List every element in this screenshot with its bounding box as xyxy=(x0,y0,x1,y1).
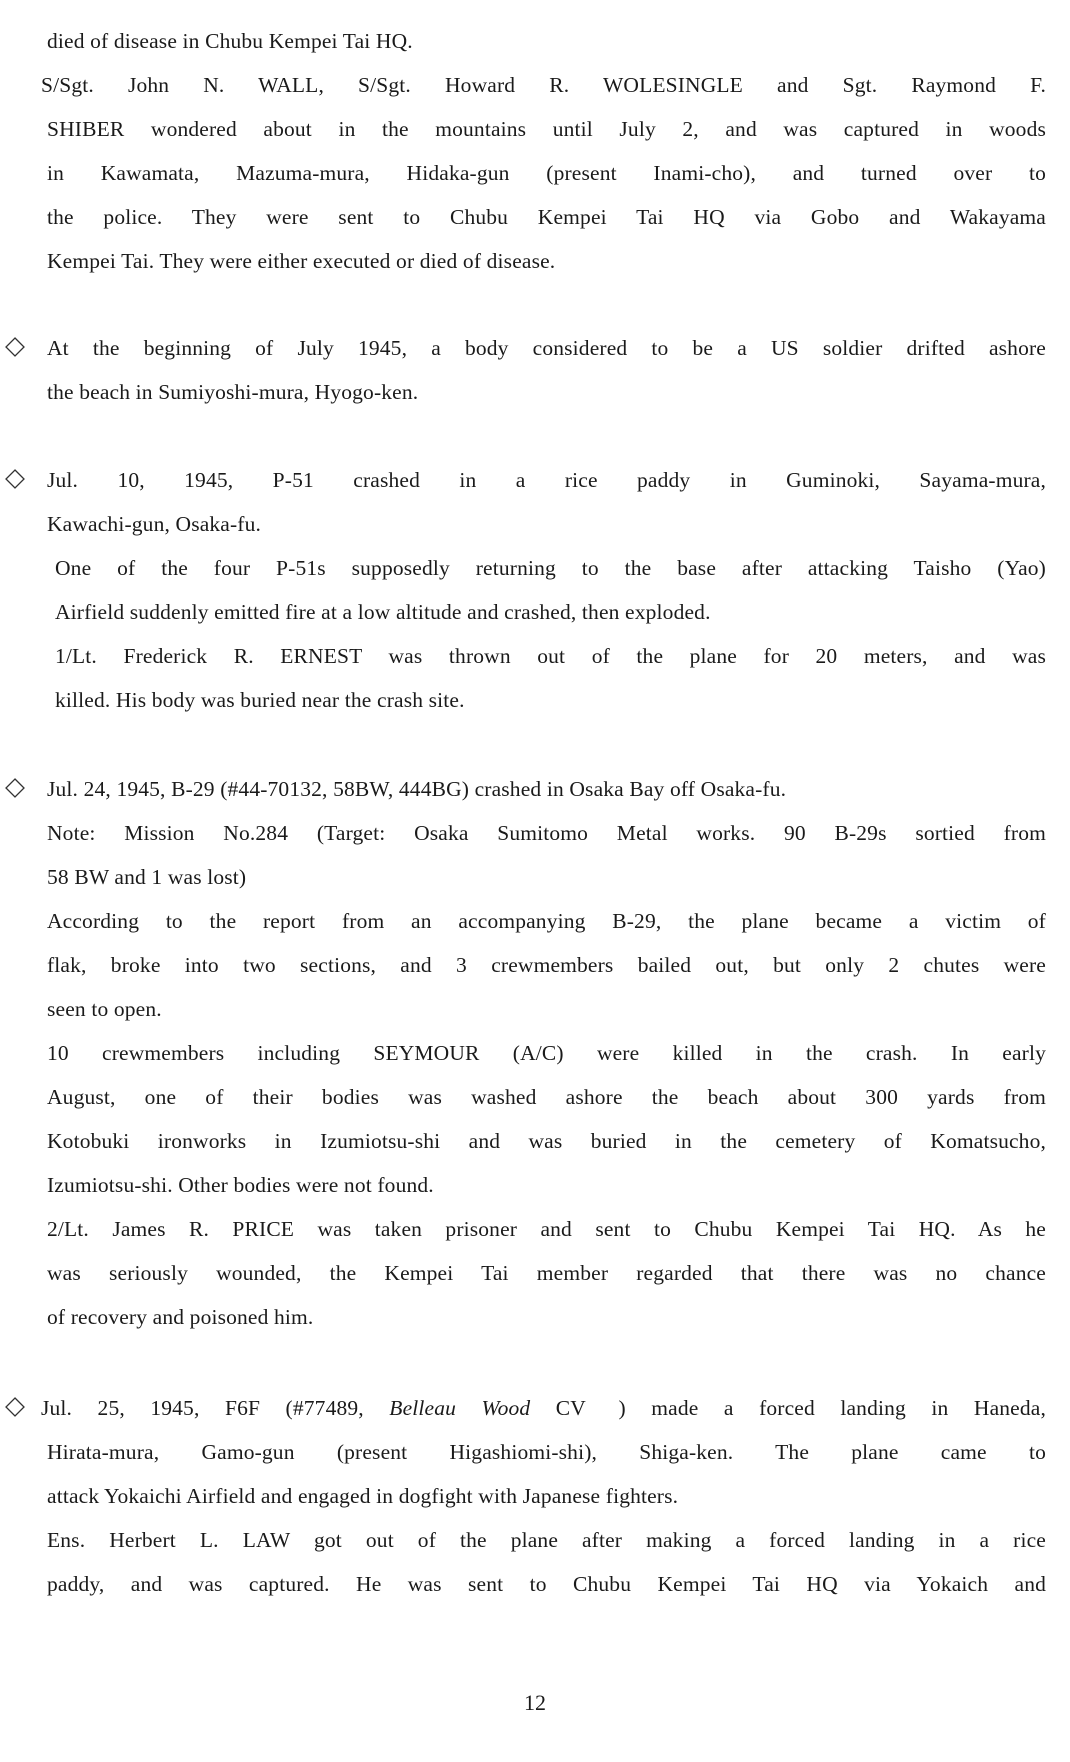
text-line: S/Sgt. John N. WALL, S/Sgt. Howard R. WOLESINGLE and Sgt. Raymond F. xyxy=(41,73,1046,97)
text-line: in Kawamata, Mazuma-mura, Hidaka-gun (present Inami-cho), and turned over to xyxy=(47,161,1046,185)
text-line: Kotobuki ironworks in Izumiotsu-shi and was buried in the cemetery of Komatsucho, xyxy=(47,1129,1046,1153)
text-line: paddy, and was captured. He was sent to Chubu Kempei Tai HQ via Yokaich and xyxy=(47,1572,1046,1596)
ship-name: Belleau Wood xyxy=(389,1396,531,1420)
text-line: Airfield suddenly emitted fire at a low altitude and crashed, then exploded. xyxy=(55,600,711,624)
text-line: 10 crewmembers including SEYMOUR (A/C) were killed in the crash. In early xyxy=(47,1041,1046,1065)
diamond-icon xyxy=(5,337,25,357)
text-run: Jul. 25, 1945, F6F (#77489, xyxy=(41,1396,390,1420)
text-line: 58 BW and 1 was lost) xyxy=(47,865,247,889)
text-line: Izumiotsu-shi. Other bodies were not found. xyxy=(47,1173,434,1197)
text-line: 1/Lt. Frederick R. ERNEST was thrown out of the plane for 20 meters, and was xyxy=(55,644,1046,668)
text-line: Hirata-mura, Gamo-gun (present Higashiomi-shi), Shiga-ken. The plane came to xyxy=(47,1440,1046,1464)
text-line: killed. His body was buried near the crash site. xyxy=(55,688,465,712)
page-number: 12 xyxy=(524,1690,546,1715)
text-line: was seriously wounded, the Kempei Tai member regarded that there was no chance xyxy=(47,1261,1046,1285)
text-line: Kempei Tai. They were either executed or died of disease. xyxy=(47,249,556,273)
text-line: One of the four P-51s supposedly returning to the base after attacking Taisho (Yao) xyxy=(55,556,1046,580)
text-line: Jul. 24, 1945, B-29 (#44-70132, 58BW, 444BG) crashed in Osaka Bay off Osaka-fu. xyxy=(47,777,787,801)
text-line: the police. They were sent to Chubu Kempei Tai HQ via Gobo and Wakayama xyxy=(47,205,1046,229)
text-line: seen to open. xyxy=(47,997,162,1021)
text-line: the beach in Sumiyoshi-mura, Hyogo-ken. xyxy=(47,380,419,404)
text-line xyxy=(41,1393,1046,1423)
text-line: of recovery and poisoned him. xyxy=(47,1305,314,1329)
text-line: Ens. Herbert L. LAW got out of the plane after making a forced landing in a rice xyxy=(47,1528,1046,1552)
text-line: attack Yokaichi Airfield and engaged in dogfight with Japanese fighters. xyxy=(47,1484,679,1508)
text-run: CV ) made a forced landing in Haneda, xyxy=(530,1396,1046,1420)
text-line: Kawachi-gun, Osaka-fu. xyxy=(47,512,262,536)
text-line: Note: Mission No.284 (Target: Osaka Sumitomo Metal works. 90 B-29s sortied from xyxy=(47,821,1046,845)
text-line: According to the report from an accompanying B-29, the plane became a victim of xyxy=(47,909,1046,933)
text-line: At the beginning of July 1945, a body considered to be a US soldier drifted ashore xyxy=(47,336,1046,360)
diamond-icon xyxy=(5,469,25,489)
text-line: 2/Lt. James R. PRICE was taken prisoner and sent to Chubu Kempei Tai HQ. As he xyxy=(47,1217,1046,1241)
text-line: flak, broke into two sections, and 3 crewmembers bailed out, but only 2 chutes were xyxy=(47,953,1046,977)
text-line: SHIBER wondered about in the mountains until July 2, and was captured in woods xyxy=(47,117,1046,141)
diamond-icon xyxy=(5,1397,25,1417)
text-line: August, one of their bodies was washed ashore the beach about 300 yards from xyxy=(47,1085,1046,1109)
text-line: Jul. 10, 1945, P-51 crashed in a rice paddy in Guminoki, Sayama-mura, xyxy=(47,468,1046,492)
text-line: died of disease in Chubu Kempei Tai HQ. xyxy=(47,29,413,53)
diamond-icon xyxy=(5,778,25,798)
